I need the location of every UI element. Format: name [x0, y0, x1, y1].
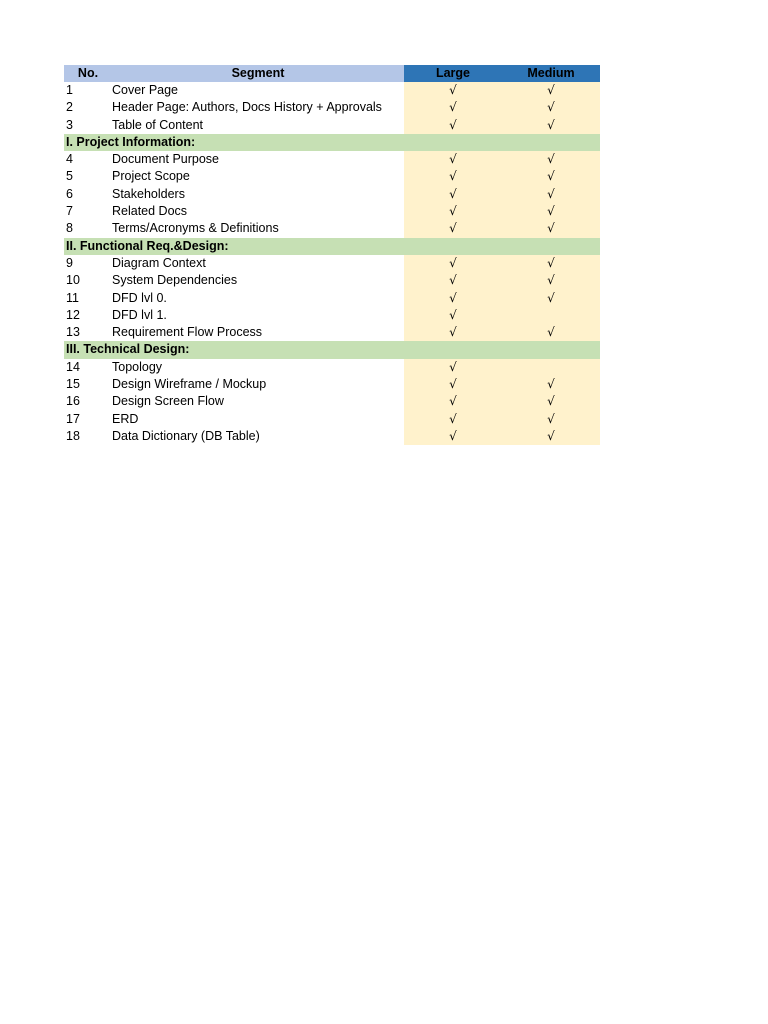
large-check: √ — [404, 186, 502, 203]
row-number: 1 — [66, 83, 73, 97]
large-check: √ — [404, 151, 502, 168]
row-number: 15 — [66, 377, 80, 392]
medium-check: √ — [502, 376, 600, 393]
medium-check: √ — [502, 428, 600, 445]
segment-name: Design Wireframe / Mockup — [112, 377, 267, 392]
medium-check: √ — [502, 324, 600, 341]
segment-name: Document Purpose — [112, 152, 220, 167]
medium-check: √ — [502, 151, 600, 168]
large-check: √ — [404, 411, 502, 428]
large-check: √ — [404, 272, 502, 289]
large-check: √ — [404, 117, 502, 134]
row-number: 5 — [66, 169, 73, 184]
medium-check: √ — [502, 272, 600, 289]
large-check: √ — [404, 428, 502, 445]
row-number: 8 — [66, 221, 73, 236]
table-row — [64, 255, 600, 272]
row-number: 10 — [66, 273, 80, 288]
medium-check: √ — [502, 393, 600, 410]
table-row — [64, 393, 600, 410]
medium-check: √ — [502, 290, 600, 307]
large-check: √ — [404, 324, 502, 341]
table-row — [64, 151, 600, 168]
table-row — [64, 411, 600, 428]
medium-check: √ — [502, 411, 600, 428]
table-row — [64, 99, 600, 116]
table-row — [64, 324, 600, 341]
row-number: 12 — [66, 307, 80, 322]
medium-check: √ — [502, 203, 600, 220]
large-check: √ — [404, 393, 502, 410]
large-check: √ — [404, 290, 502, 307]
header-large: Large — [404, 65, 502, 82]
table-row — [64, 428, 600, 445]
segment-name: Stakeholders — [112, 186, 185, 201]
segment-name: Diagram Context — [112, 255, 206, 270]
medium-check: √ — [502, 82, 600, 99]
medium-check: √ — [502, 117, 600, 134]
large-check: √ — [404, 220, 502, 237]
segment-name: Related Docs — [112, 204, 188, 219]
large-check: √ — [404, 376, 502, 393]
segment-name: Design Screen Flow — [112, 394, 224, 409]
table-header-row — [64, 65, 600, 82]
table-row — [64, 117, 600, 134]
segment-name: Table of Content — [112, 117, 204, 132]
medium-check: √ — [502, 220, 600, 237]
large-check: √ — [404, 82, 502, 99]
segment-name: Header Page: Authors, Docs History + Approvals — [112, 100, 382, 115]
header-segment: Segment — [112, 65, 404, 82]
segment-name: System Dependencies — [112, 273, 238, 288]
medium-check: √ — [502, 255, 600, 272]
header-medium: Medium — [502, 65, 600, 82]
row-number: 14 — [66, 359, 80, 374]
segment-name: Terms/Acronyms & Definitions — [112, 221, 279, 236]
row-number: 17 — [66, 411, 80, 426]
row-number: 6 — [66, 186, 73, 201]
medium-check: √ — [502, 99, 600, 116]
row-number: 4 — [66, 152, 73, 167]
segment-name: Topology — [112, 359, 163, 374]
segment-name: Project Scope — [112, 169, 190, 184]
segment-name: Cover Page — [112, 83, 179, 97]
table-row — [64, 168, 600, 185]
large-check: √ — [404, 99, 502, 116]
large-check: √ — [404, 255, 502, 272]
large-check: √ — [404, 359, 502, 376]
table-row — [64, 82, 600, 99]
medium-check: √ — [502, 186, 600, 203]
large-check: √ — [404, 307, 502, 324]
table-body — [64, 82, 600, 445]
large-check: √ — [404, 203, 502, 220]
segment-name: DFD lvl 0. — [112, 290, 167, 305]
row-number: 9 — [66, 255, 73, 270]
header-no: No. — [64, 65, 112, 82]
section-heading: II. Functional Req.&Design: — [64, 238, 600, 255]
row-number: 3 — [66, 117, 73, 132]
table-row — [64, 290, 600, 307]
row-number: 11 — [66, 290, 79, 305]
table-row — [64, 203, 600, 220]
table-row — [64, 359, 600, 376]
row-number: 2 — [66, 100, 73, 115]
table-row — [64, 376, 600, 393]
table-row — [64, 186, 600, 203]
document-table — [64, 65, 600, 445]
medium-check: √ — [502, 168, 600, 185]
table-row — [64, 220, 600, 237]
large-check: √ — [404, 168, 502, 185]
medium-check — [502, 359, 600, 376]
table-row — [64, 307, 600, 324]
section-heading: I. Project Information: — [64, 134, 600, 151]
row-number: 16 — [66, 394, 80, 409]
section-heading: III. Technical Design: — [64, 341, 600, 358]
row-number: 7 — [66, 204, 73, 219]
table-row — [64, 272, 600, 289]
segment-name: Data Dictionary (DB Table) — [112, 428, 260, 443]
segment-name: ERD — [112, 411, 139, 426]
medium-check — [502, 307, 600, 324]
row-number: 18 — [66, 428, 80, 443]
segment-name: Requirement Flow Process — [112, 325, 263, 340]
segment-name: DFD lvl 1. — [112, 307, 167, 322]
row-number: 13 — [66, 325, 80, 340]
